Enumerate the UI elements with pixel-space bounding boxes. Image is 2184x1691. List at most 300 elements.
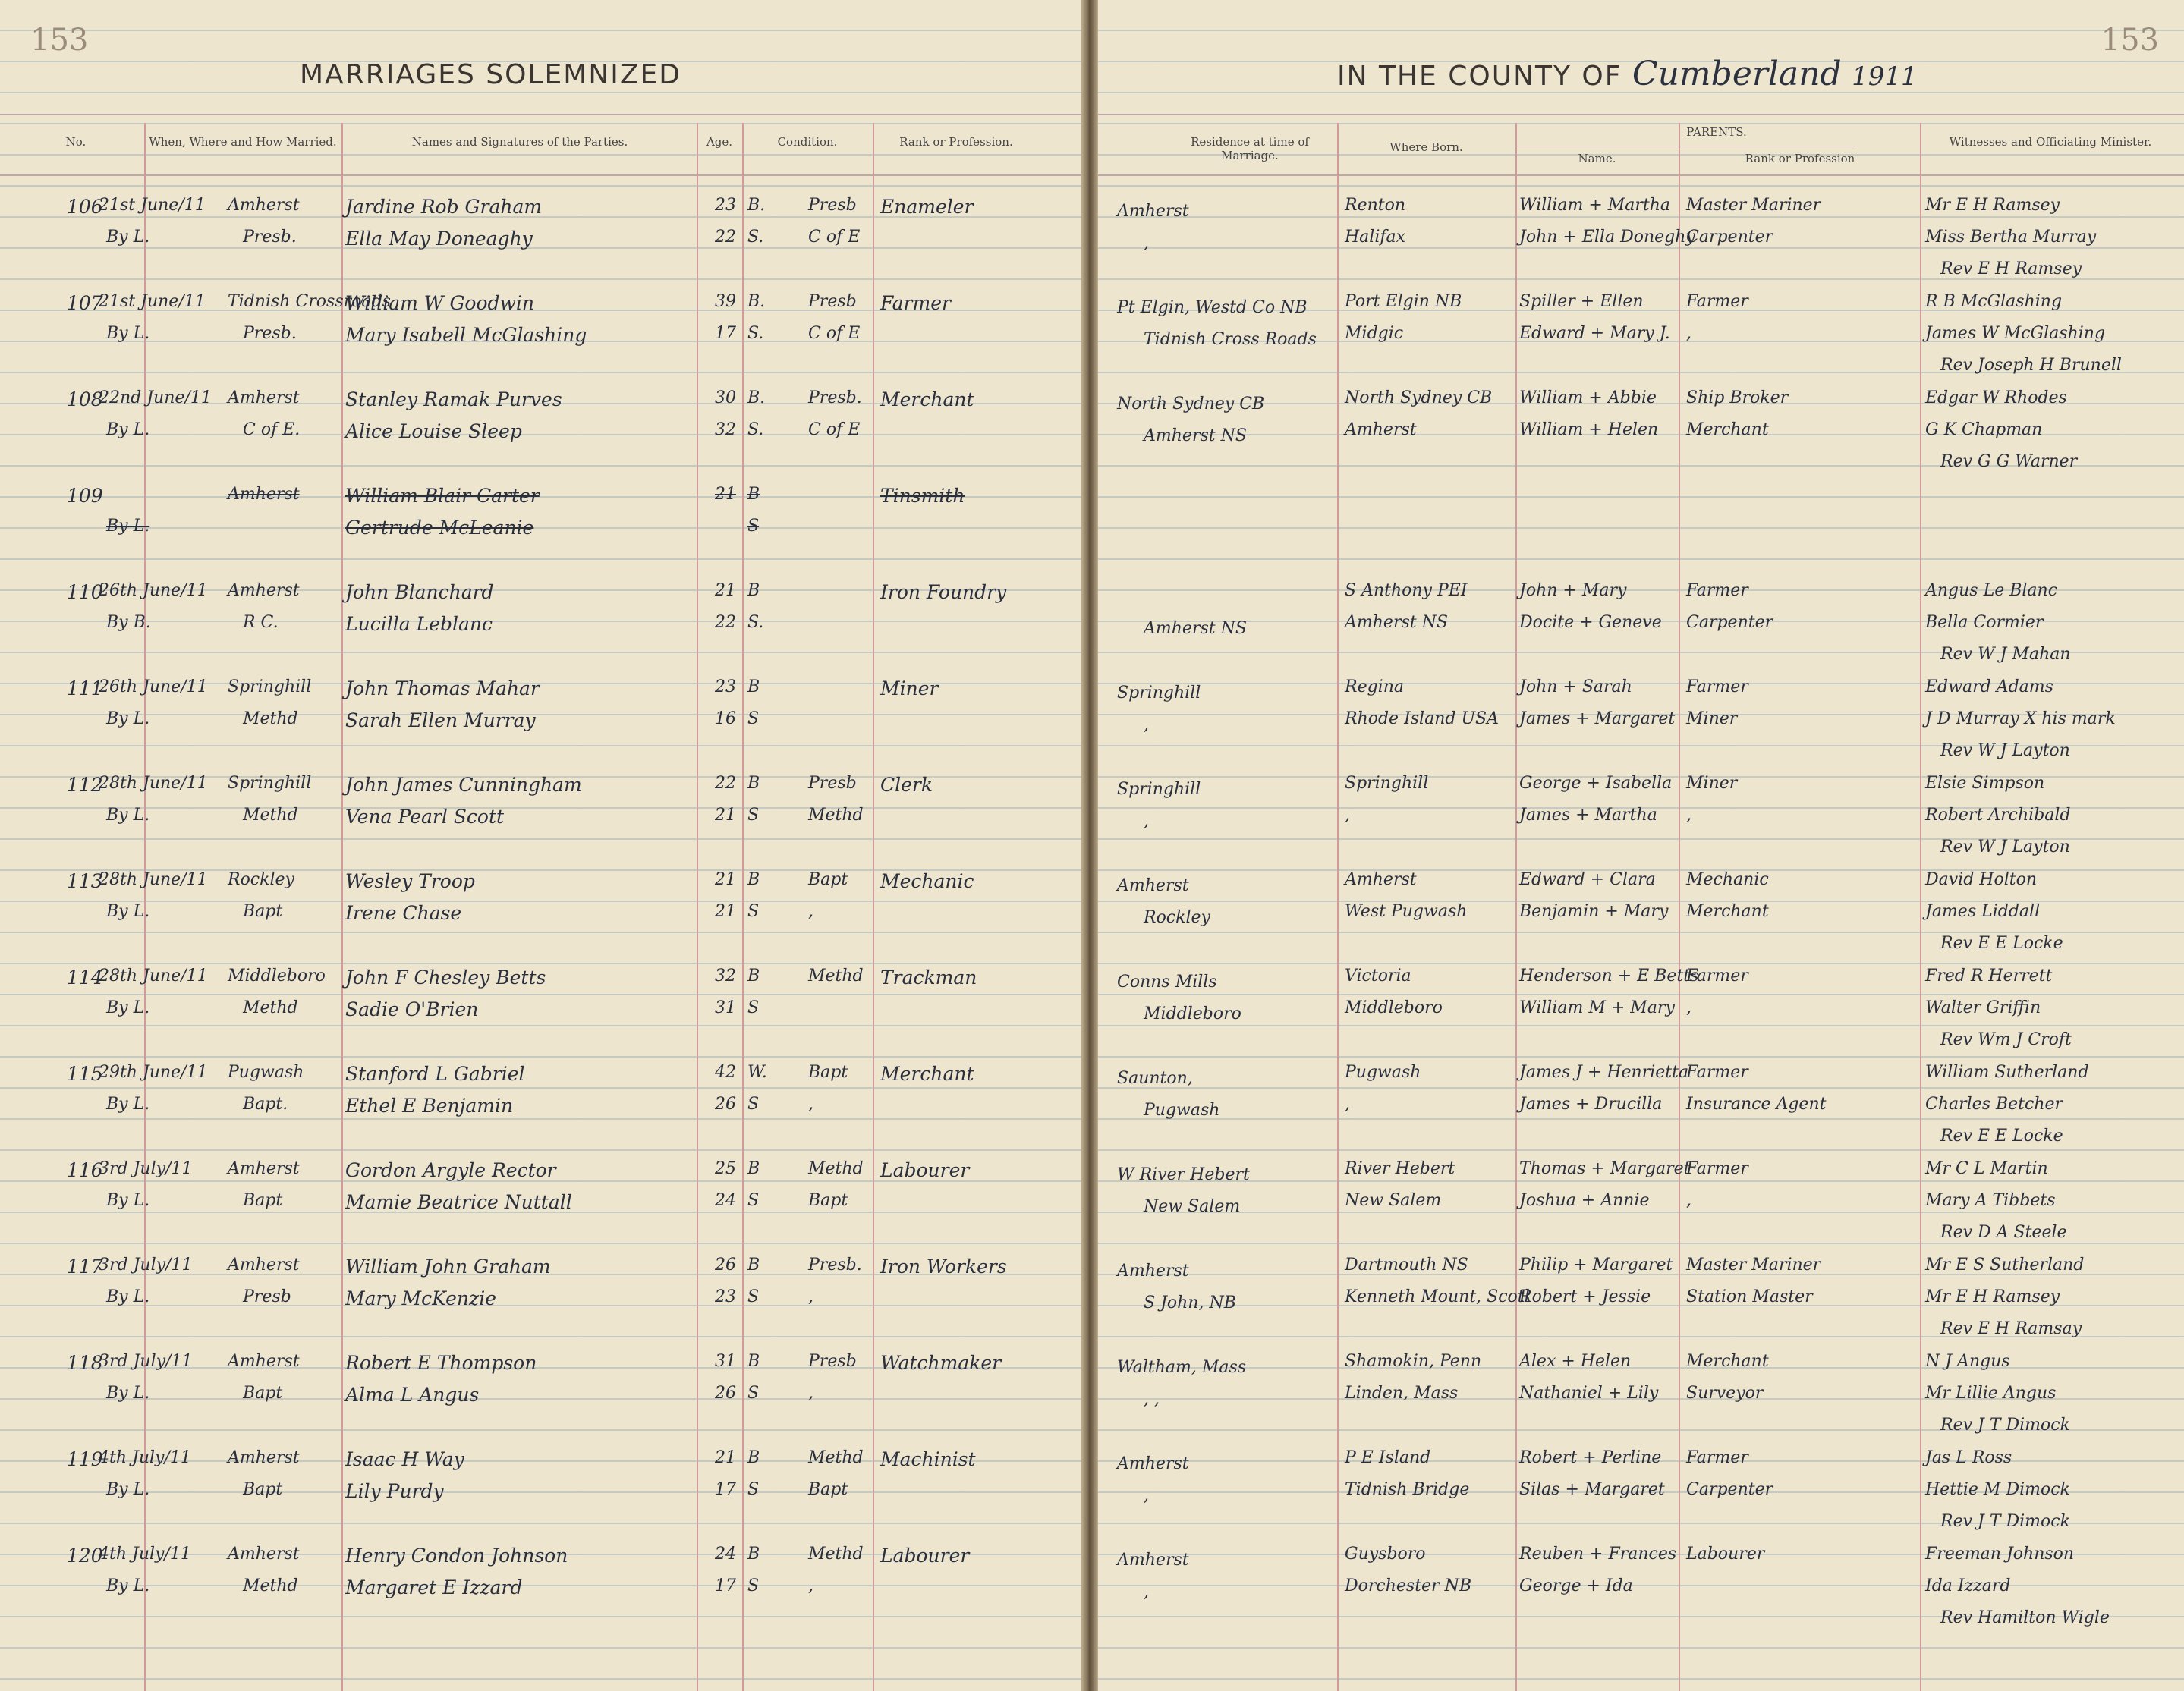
- witness-one: Edgar W Rhodes: [1925, 388, 2067, 407]
- officiating-minister: Rev W J Layton: [1940, 741, 2070, 760]
- marriage-by: By L.: [106, 420, 150, 439]
- birthplace-groom: Springhill: [1345, 774, 1429, 793]
- groom-profession: Iron Workers: [880, 1256, 1007, 1278]
- residence-groom: Waltham, Mass: [1117, 1358, 1247, 1377]
- groom-condition: B: [747, 1352, 760, 1371]
- birthplace-groom: Port Elgin NB: [1345, 292, 1462, 311]
- parents-rank-groom: Farmer: [1686, 1448, 1748, 1467]
- groom-condition: B: [747, 485, 760, 504]
- officiating-minister: Rev G G Warner: [1940, 452, 2078, 471]
- residence-groom: Conns Mills: [1117, 973, 1217, 992]
- witness-two: Charles Betcher: [1925, 1095, 2063, 1114]
- bride-condition: S: [747, 998, 760, 1017]
- bride-name: Ethel E Benjamin: [345, 1095, 514, 1117]
- groom-age: 30: [715, 388, 736, 407]
- parents-rank-groom: Farmer: [1686, 1063, 1748, 1082]
- parents-rank-bride: ,: [1686, 1191, 1691, 1210]
- residence-bride: , ,: [1144, 1390, 1160, 1409]
- witness-two: Ida Izzard: [1925, 1576, 2011, 1595]
- bride-religion: ,: [808, 1287, 813, 1306]
- parents-rank-bride: ,: [1686, 998, 1691, 1017]
- parents-bride: Joshua + Annie: [1519, 1191, 1650, 1210]
- groom-profession: Trackman: [880, 967, 977, 989]
- parents-groom: Reuben + Frances: [1519, 1545, 1677, 1564]
- book-gutter: [1081, 0, 1097, 1691]
- birthplace-bride: Kenneth Mount, Scotl: [1345, 1287, 1530, 1306]
- marriage-date: 28th June/11: [99, 774, 208, 793]
- register-year: 1911: [1852, 61, 1918, 92]
- parents-groom: Philip + Margaret: [1519, 1256, 1673, 1275]
- groom-name: Gordon Argyle Rector: [345, 1159, 556, 1181]
- groom-name: William Blair Carter: [345, 485, 540, 507]
- denomination: Methd: [243, 709, 298, 728]
- entry-number: 120: [67, 1545, 103, 1567]
- marriage-by: By L.: [106, 1095, 150, 1114]
- birthplace-bride: West Pugwash: [1345, 902, 1468, 921]
- parents-rank-groom: Farmer: [1686, 967, 1748, 985]
- groom-age: 25: [715, 1159, 736, 1178]
- parents-bride: George + Ida: [1519, 1576, 1633, 1595]
- parents-rank-bride: ,: [1686, 324, 1691, 343]
- marriage-by: By L.: [106, 709, 150, 728]
- marriage-place: Amherst: [228, 1448, 300, 1467]
- officiating-minister: Rev Hamilton Wigle: [1940, 1608, 2110, 1627]
- witness-two: Walter Griffin: [1925, 998, 2041, 1017]
- parents-groom: George + Isabella: [1519, 774, 1673, 793]
- groom-condition: B: [747, 1159, 760, 1178]
- groom-profession: Iron Foundry: [880, 581, 1007, 603]
- col-condition-header: Condition.: [777, 135, 838, 149]
- witness-two: James W McGlashing: [1925, 324, 2106, 343]
- bride-age: 23: [715, 1287, 736, 1306]
- groom-age: 22: [715, 774, 736, 793]
- groom-name: Robert E Thompson: [345, 1352, 537, 1374]
- marriage-by: By L.: [106, 998, 150, 1017]
- groom-profession: Merchant: [880, 1063, 974, 1085]
- parents-bride: Nathaniel + Lily: [1519, 1384, 1659, 1403]
- birthplace-bride: ,: [1345, 806, 1350, 825]
- witness-one: Edward Adams: [1925, 677, 2053, 696]
- parents-rank-bride: Miner: [1686, 709, 1738, 728]
- officiating-minister: Rev E E Locke: [1940, 1127, 2063, 1146]
- groom-religion: Methd: [808, 967, 864, 985]
- bride-age: 32: [715, 420, 736, 439]
- residence-groom: Amherst: [1117, 202, 1189, 221]
- bride-condition: S: [747, 709, 760, 728]
- bride-age: 26: [715, 1095, 736, 1114]
- groom-profession: Clerk: [880, 774, 933, 796]
- birthplace-bride: ,: [1345, 1095, 1350, 1114]
- bride-religion: ,: [808, 1384, 813, 1403]
- parents-rank-bride: Insurance Agent: [1686, 1095, 1827, 1114]
- bride-name: Ella May Doneaghy: [345, 228, 533, 250]
- bride-name: Alma L Angus: [345, 1384, 480, 1406]
- parents-bride: James + Margaret: [1519, 709, 1676, 728]
- residence-bride: Middleboro: [1144, 1004, 1241, 1023]
- residence-groom: Amherst: [1117, 1454, 1189, 1473]
- groom-religion: Bapt: [808, 870, 848, 889]
- parents-bride: Robert + Jessie: [1519, 1287, 1651, 1306]
- entry-number: 114: [67, 967, 103, 989]
- bride-condition: S: [747, 517, 760, 536]
- groom-age: 21: [715, 485, 736, 504]
- birthplace-groom: Renton: [1345, 196, 1406, 215]
- witness-one: R B McGlashing: [1925, 292, 2063, 311]
- marriage-place: Amherst: [228, 1256, 300, 1275]
- groom-profession: Machinist: [880, 1448, 976, 1470]
- birthplace-groom: Victoria: [1345, 967, 1411, 985]
- entry-number: 111: [67, 677, 103, 699]
- bride-age: 24: [715, 1191, 736, 1210]
- bride-name: Mary McKenzie: [345, 1287, 496, 1309]
- groom-name: Wesley Troop: [345, 870, 475, 892]
- entry-number: 107: [67, 292, 103, 314]
- col-parents-header: PARENTS.: [1686, 125, 1747, 139]
- bride-condition: S: [747, 1191, 760, 1210]
- denomination: Presb: [243, 1287, 291, 1306]
- residence-bride: Pugwash: [1144, 1101, 1220, 1120]
- bride-name: Sadie O'Brien: [345, 998, 479, 1020]
- bride-religion: Methd: [808, 806, 864, 825]
- parents-groom: William + Abbie: [1519, 388, 1657, 407]
- title-prefix: IN THE COUNTY OF: [1337, 61, 1622, 92]
- marriage-by: By L.: [106, 228, 150, 247]
- bride-religion: C of E: [808, 228, 861, 247]
- bride-name: Sarah Ellen Murray: [345, 709, 536, 731]
- witness-two: Bella Cormier: [1925, 613, 2044, 632]
- marriage-by: By L.: [106, 517, 150, 536]
- entry-number: 113: [67, 870, 103, 892]
- parents-groom: Robert + Perline: [1519, 1448, 1662, 1467]
- parents-rank-bride: ,: [1686, 806, 1691, 825]
- groom-condition: B: [747, 581, 760, 600]
- parents-rank-groom: Farmer: [1686, 677, 1748, 696]
- left-page-title: MARRIAGES SOLEMNIZED: [300, 59, 681, 90]
- parents-rank-groom: Master Mariner: [1686, 196, 1821, 215]
- entry-number: 119: [67, 1448, 103, 1470]
- birthplace-groom: S Anthony PEI: [1345, 581, 1468, 600]
- marriage-place: Amherst: [228, 485, 300, 504]
- parents-groom: Henderson + E Betts: [1519, 967, 1699, 985]
- officiating-minister: Rev J T Dimock: [1940, 1416, 2070, 1435]
- groom-condition: B: [747, 1448, 760, 1467]
- residence-bride: Amherst NS: [1144, 426, 1247, 445]
- groom-name: William W Goodwin: [345, 292, 535, 314]
- bride-name: Irene Chase: [345, 902, 462, 924]
- groom-profession: Mechanic: [880, 870, 974, 892]
- groom-name: Isaac H Way: [345, 1448, 464, 1470]
- groom-name: Stanley Ramak Purves: [345, 388, 562, 410]
- residence-bride: Amherst NS: [1144, 619, 1247, 638]
- witness-one: N J Angus: [1925, 1352, 2010, 1371]
- witness-two: Hettie M Dimock: [1925, 1480, 2070, 1499]
- groom-profession: Labourer: [880, 1159, 970, 1181]
- denomination: Presb.: [243, 228, 297, 247]
- county-name: Cumberland: [1632, 55, 1842, 93]
- groom-religion: Presb.: [808, 388, 862, 407]
- parents-bride: William + Helen: [1519, 420, 1659, 439]
- birthplace-groom: Amherst: [1345, 870, 1417, 889]
- denomination: Bapt: [243, 902, 283, 921]
- bride-religion: ,: [808, 902, 813, 921]
- groom-age: 39: [715, 292, 736, 311]
- groom-religion: Methd: [808, 1448, 864, 1467]
- marriage-date: 21st June/11: [99, 196, 206, 215]
- groom-age: 23: [715, 677, 736, 696]
- bride-condition: S: [747, 1576, 760, 1595]
- marriage-date: 3rd July/11: [99, 1352, 193, 1371]
- groom-condition: B.: [747, 196, 766, 215]
- witness-two: G K Chapman: [1925, 420, 2043, 439]
- groom-name: Jardine Rob Graham: [345, 196, 543, 218]
- parents-groom: Edward + Clara: [1519, 870, 1656, 889]
- right-page-number: 153: [2101, 23, 2159, 58]
- parents-rank-groom: Mechanic: [1686, 870, 1769, 889]
- residence-groom: W River Hebert: [1117, 1165, 1250, 1184]
- residence-bride: S John, NB: [1144, 1293, 1236, 1312]
- witness-one: Fred R Herrett: [1925, 967, 2053, 985]
- groom-religion: Presb: [808, 196, 857, 215]
- groom-religion: Methd: [808, 1545, 864, 1564]
- marriage-place: Middleboro: [228, 967, 326, 985]
- bride-name: Mamie Beatrice Nuttall: [345, 1191, 572, 1213]
- residence-groom: Saunton,: [1117, 1069, 1193, 1088]
- groom-condition: B.: [747, 292, 766, 311]
- bride-age: 17: [715, 1576, 736, 1595]
- witness-one: William Sutherland: [1925, 1063, 2089, 1082]
- col-residence-header: Residence at time of Marriage.: [1191, 135, 1309, 162]
- groom-condition: B: [747, 774, 760, 793]
- marriage-by: By B.: [106, 613, 151, 632]
- bride-religion: C of E: [808, 324, 861, 343]
- entry-number: 106: [67, 196, 103, 218]
- parents-rank-bride: Surveyor: [1686, 1384, 1764, 1403]
- bride-religion: Bapt: [808, 1191, 848, 1210]
- groom-age: 42: [715, 1063, 736, 1082]
- bride-religion: C of E: [808, 420, 861, 439]
- parents-bride: Benjamin + Mary: [1519, 902, 1669, 921]
- parents-groom: Thomas + Margaret: [1519, 1159, 1691, 1178]
- col-parent-rank-header: Rank or Profession: [1745, 152, 1855, 165]
- parents-rank-groom: Merchant: [1686, 1352, 1769, 1371]
- entry-number: 118: [67, 1352, 103, 1374]
- residence-groom: Amherst: [1117, 1262, 1189, 1281]
- groom-name: William John Graham: [345, 1256, 551, 1278]
- groom-religion: Presb: [808, 292, 857, 311]
- groom-name: Stanford L Gabriel: [345, 1063, 525, 1085]
- birthplace-bride: Middleboro: [1345, 998, 1443, 1017]
- residence-groom: North Sydney CB: [1117, 394, 1265, 413]
- bride-age: 17: [715, 324, 736, 343]
- marriage-place: Springhill: [228, 774, 312, 793]
- entry-number: 109: [67, 485, 103, 507]
- entry-number: 117: [67, 1256, 103, 1278]
- bride-religion: ,: [808, 1095, 813, 1114]
- marriage-place: Amherst: [228, 1545, 300, 1564]
- marriage-by: By L.: [106, 1576, 150, 1595]
- birthplace-groom: Shamokin, Penn: [1345, 1352, 1482, 1371]
- groom-religion: Presb: [808, 774, 857, 793]
- witness-two: Robert Archibald: [1925, 806, 2071, 825]
- witness-one: Jas L Ross: [1925, 1448, 2012, 1467]
- birthplace-bride: Rhode Island USA: [1345, 709, 1499, 728]
- witness-two: Mary A Tibbets: [1925, 1191, 2056, 1210]
- bride-religion: ,: [808, 1576, 813, 1595]
- marriage-place: Amherst: [228, 1159, 300, 1178]
- parents-rank-bride: Carpenter: [1686, 613, 1773, 632]
- marriage-by: By L.: [106, 1287, 150, 1306]
- groom-profession: Labourer: [880, 1545, 970, 1567]
- marriage-place: Amherst: [228, 581, 300, 600]
- parents-rank-bride: Carpenter: [1686, 228, 1773, 247]
- residence-bride: Rockley: [1144, 908, 1210, 927]
- officiating-minister: Rev Wm J Croft: [1940, 1030, 2072, 1049]
- bride-age: 17: [715, 1480, 736, 1499]
- marriage-date: 3rd July/11: [99, 1159, 193, 1178]
- officiating-minister: Rev E H Ramsay: [1940, 1319, 2082, 1338]
- birthplace-bride: Tidnish Bridge: [1345, 1480, 1470, 1499]
- residence-bride: ,: [1144, 234, 1149, 253]
- groom-condition: B: [747, 967, 760, 985]
- groom-age: 21: [715, 581, 736, 600]
- bride-age: 16: [715, 709, 736, 728]
- birthplace-groom: North Sydney CB: [1345, 388, 1493, 407]
- bride-religion: Bapt: [808, 1480, 848, 1499]
- col-born-header: Where Born.: [1389, 140, 1463, 154]
- right-page: [1097, 0, 2184, 1691]
- groom-name: Henry Condon Johnson: [345, 1545, 568, 1567]
- birthplace-groom: River Hebert: [1345, 1159, 1455, 1178]
- residence-groom: Amherst: [1117, 1551, 1189, 1570]
- col-rank-header: Rank or Profession.: [899, 135, 1013, 149]
- birthplace-bride: Halifax: [1345, 228, 1406, 247]
- parents-bride: William M + Mary: [1519, 998, 1675, 1017]
- groom-profession: Tinsmith: [880, 485, 965, 507]
- parents-groom: Alex + Helen: [1519, 1352, 1632, 1371]
- marriage-place: Amherst: [228, 388, 300, 407]
- parents-rank-groom: Farmer: [1686, 1159, 1748, 1178]
- marriage-place: Amherst: [228, 196, 300, 215]
- bride-condition: S: [747, 1480, 760, 1499]
- parents-rank-groom: Farmer: [1686, 581, 1748, 600]
- groom-condition: B: [747, 870, 760, 889]
- denomination: Methd: [243, 806, 298, 825]
- parents-rank-bride: Carpenter: [1686, 1480, 1773, 1499]
- marriage-by: By L.: [106, 1384, 150, 1403]
- bride-condition: S.: [747, 613, 764, 632]
- parents-rank-groom: Labourer: [1686, 1545, 1765, 1564]
- marriage-date: 21st June/11: [99, 292, 206, 311]
- entry-number: 110: [67, 581, 103, 603]
- groom-profession: Miner: [880, 677, 939, 699]
- marriage-by: By L.: [106, 324, 150, 343]
- bride-name: Lily Purdy: [345, 1480, 444, 1502]
- bride-name: Margaret E Izzard: [345, 1576, 523, 1598]
- groom-religion: Presb.: [808, 1256, 862, 1275]
- bride-condition: S: [747, 902, 760, 921]
- denomination: Bapt: [243, 1384, 283, 1403]
- groom-age: 21: [715, 870, 736, 889]
- bride-name: Alice Louise Sleep: [345, 420, 522, 442]
- residence-groom: Amherst: [1117, 876, 1189, 895]
- bride-condition: S.: [747, 324, 764, 343]
- parents-bride: James + Martha: [1519, 806, 1657, 825]
- bride-condition: S: [747, 1287, 760, 1306]
- groom-age: 21: [715, 1448, 736, 1467]
- marriage-date: 4th July/11: [99, 1448, 191, 1467]
- groom-religion: Methd: [808, 1159, 864, 1178]
- marriage-by: By L.: [106, 902, 150, 921]
- groom-profession: Enameler: [880, 196, 974, 218]
- bride-age: 22: [715, 228, 736, 247]
- witness-one: Freeman Johnson: [1925, 1545, 2075, 1564]
- groom-condition: B: [747, 1256, 760, 1275]
- witness-two: Miss Bertha Murray: [1925, 228, 2097, 247]
- bride-age: 21: [715, 902, 736, 921]
- bride-condition: S.: [747, 420, 764, 439]
- bride-age: 21: [715, 806, 736, 825]
- right-page-title: [1337, 55, 1918, 93]
- groom-condition: W.: [747, 1063, 767, 1082]
- groom-condition: B.: [747, 388, 766, 407]
- marriage-by: By L.: [106, 806, 150, 825]
- bride-name: Lucilla Leblanc: [345, 613, 493, 635]
- groom-age: 32: [715, 967, 736, 985]
- birthplace-groom: Regina: [1345, 677, 1404, 696]
- marriage-place: Pugwash: [228, 1063, 304, 1082]
- bride-age: 31: [715, 998, 736, 1017]
- parents-bride: Docite + Geneve: [1519, 613, 1662, 632]
- witness-one: Elsie Simpson: [1925, 774, 2045, 793]
- groom-name: John Thomas Mahar: [345, 677, 540, 699]
- parents-rank-groom: Farmer: [1686, 292, 1748, 311]
- groom-age: 23: [715, 196, 736, 215]
- col-age-header: Age.: [706, 135, 733, 149]
- witness-two: Mr E H Ramsey: [1925, 1287, 2060, 1306]
- officiating-minister: Rev W J Layton: [1940, 838, 2070, 857]
- birthplace-bride: Linden, Mass: [1345, 1384, 1459, 1403]
- marriage-date: 22nd June/11: [99, 388, 212, 407]
- col-when-header: When, Where and How Married.: [149, 135, 337, 149]
- marriage-by: By L.: [106, 1191, 150, 1210]
- residence-groom: Springhill: [1117, 684, 1201, 702]
- groom-name: John Blanchard: [345, 581, 494, 603]
- groom-profession: Farmer: [880, 292, 951, 314]
- residence-groom: Pt Elgin, Westd Co NB: [1117, 298, 1308, 317]
- col-no-header: No.: [65, 135, 87, 149]
- birthplace-bride: Dorchester NB: [1345, 1576, 1471, 1595]
- marriage-place: Tidnish Crossroads: [228, 292, 391, 311]
- birthplace-bride: New Salem: [1345, 1191, 1442, 1210]
- parents-rank-bride: Merchant: [1686, 902, 1769, 921]
- witness-one: Angus Le Blanc: [1925, 581, 2058, 600]
- col-witnesses-header: Witnesses and Officiating Minister.: [1949, 135, 2152, 149]
- parents-bride: Edward + Mary J.: [1519, 324, 1670, 343]
- entry-number: 108: [67, 388, 103, 410]
- parents-rank-groom: Miner: [1686, 774, 1738, 793]
- bride-name: Gertrude McLeanie: [345, 517, 534, 539]
- marriage-place: Amherst: [228, 1352, 300, 1371]
- parents-groom: William + Martha: [1519, 196, 1671, 215]
- marriage-date: 29th June/11: [99, 1063, 208, 1082]
- marriage-date: 4th July/11: [99, 1545, 191, 1564]
- residence-bride: ,: [1144, 1583, 1149, 1601]
- residence-groom: Springhill: [1117, 780, 1201, 799]
- left-page-number: 153: [30, 23, 89, 58]
- parents-bride: Silas + Margaret: [1519, 1480, 1665, 1499]
- bride-condition: S.: [747, 228, 764, 247]
- entry-number: 112: [67, 774, 103, 796]
